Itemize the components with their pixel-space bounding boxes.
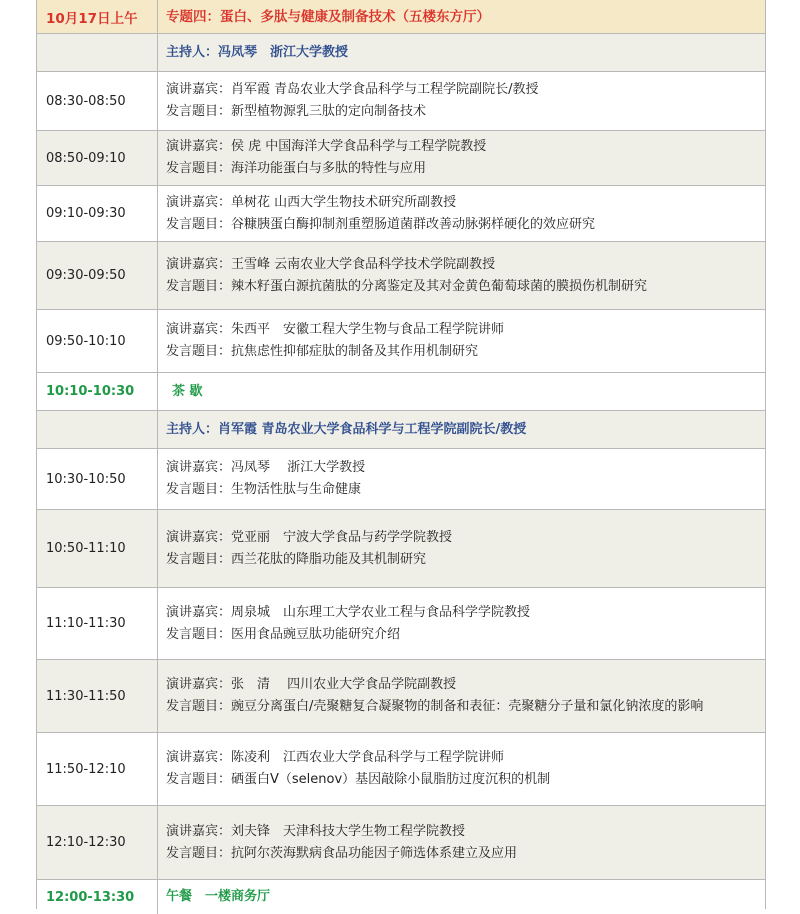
host-label: 主持人：冯凤琴 浙江大学教授 bbox=[166, 44, 349, 60]
topic-line: 发言题目：生物活性肽与生命健康 bbox=[166, 482, 362, 497]
session-time: 11:50-12:10 bbox=[37, 733, 158, 805]
speaker-line: 演讲嘉宾：周泉城 山东理工大学农业工程与食品科学学院教授 bbox=[166, 604, 531, 620]
speaker-line: 演讲嘉宾：冯凤琴 浙江大学教授 bbox=[166, 460, 366, 475]
session-row bbox=[37, 310, 765, 373]
host-row bbox=[37, 34, 765, 72]
topic-line: 发言题目：新型植物源乳三肽的定向制备技术 bbox=[166, 104, 427, 119]
break-label: 茶 歇 bbox=[172, 383, 203, 399]
session-row bbox=[37, 186, 765, 242]
session-row bbox=[37, 72, 765, 131]
topic-title: 专题四：蛋白、多肽与健康及制备技术（五楼东方厅） bbox=[166, 8, 490, 25]
speaker-line: 演讲嘉宾：肖军霞 青岛农业大学食品科学与工程学院副院长/教授 bbox=[166, 82, 539, 97]
host-label: 主持人：肖军霞 青岛农业大学食品科学与工程学院副院长/教授 bbox=[166, 421, 527, 437]
speaker-line: 演讲嘉宾：朱西平 安徽工程大学生物与食品工程学院讲师 bbox=[166, 322, 505, 337]
speaker-line: 演讲嘉宾：党亚丽 宁波大学食品与药学学院教授 bbox=[166, 529, 453, 545]
session-time: 09:10-09:30 bbox=[37, 186, 158, 241]
topic-line: 发言题目：医用食品豌豆肽功能研究介绍 bbox=[166, 626, 401, 642]
session-time: 09:30-09:50 bbox=[37, 242, 158, 309]
topic-line: 发言题目：抗阿尔茨海默病食品功能因子筛选体系建立及应用 bbox=[166, 845, 518, 861]
session-time: 11:10-11:30 bbox=[37, 588, 158, 659]
session-row bbox=[37, 131, 765, 186]
session-time: 11:30-11:50 bbox=[37, 660, 158, 732]
topic-line: 发言题目：硒蛋白V（selenov）基因敲除小鼠脂肪过度沉积的机制 bbox=[166, 772, 551, 787]
speaker-line: 演讲嘉宾：张 清 四川农业大学食品学院副教授 bbox=[166, 677, 457, 692]
session-row bbox=[37, 588, 765, 660]
lunch-label: 午餐 一楼商务厅 bbox=[166, 889, 271, 904]
break-row bbox=[37, 373, 765, 411]
speaker-line: 演讲嘉宾：侯 虎 中国海洋大学食品科学与工程学院教授 bbox=[166, 139, 487, 154]
session-time: 08:30-08:50 bbox=[37, 72, 158, 130]
session-time: 10:50-11:10 bbox=[37, 510, 158, 587]
empty-time-cell bbox=[37, 34, 158, 71]
session-time: 10:30-10:50 bbox=[37, 449, 158, 509]
session-time: 12:10-12:30 bbox=[37, 806, 158, 879]
speaker-line: 演讲嘉宾：刘夫锋 天津科技大学生物工程学院教授 bbox=[166, 823, 466, 839]
topic-line: 发言题目：辣木籽蛋白源抗菌肽的分离鉴定及其对金黄色葡萄球菌的膜损伤机制研究 bbox=[166, 278, 648, 294]
session-row bbox=[37, 660, 765, 733]
speaker-line: 演讲嘉宾：单树花 山西大学生物技术研究所副教授 bbox=[166, 194, 457, 210]
lunch-time: 12:00-13:30 bbox=[37, 880, 158, 914]
topic-line: 发言题目：海洋功能蛋白与多肽的特性与应用 bbox=[166, 161, 427, 176]
session-row bbox=[37, 733, 765, 806]
speaker-line: 演讲嘉宾：王雪峰 云南农业大学食品科学技术学院副教授 bbox=[166, 256, 496, 272]
topic-line: 发言题目：豌豆分离蛋白/壳聚糖复合凝聚物的制备和表征：壳聚糖分子量和氯化钠浓度的影响 bbox=[166, 699, 704, 714]
table-header-row bbox=[37, 0, 765, 34]
empty-time-cell bbox=[37, 411, 158, 448]
session-row bbox=[37, 242, 765, 310]
agenda-table bbox=[36, 0, 766, 909]
speaker-line: 演讲嘉宾：陈凌利 江西农业大学食品科学与工程学院讲师 bbox=[166, 750, 505, 765]
session-row bbox=[37, 510, 765, 588]
session-time: 09:50-10:10 bbox=[37, 310, 158, 372]
session-row bbox=[37, 806, 765, 880]
break-time: 10:10-10:30 bbox=[37, 373, 158, 410]
session-time: 08:50-09:10 bbox=[37, 131, 158, 185]
session-row bbox=[37, 449, 765, 510]
topic-line: 发言题目：谷糠胰蛋白酶抑制剂重塑肠道菌群改善动脉粥样硬化的效应研究 bbox=[166, 216, 596, 232]
topic-line: 发言题目：西兰花肽的降脂功能及其机制研究 bbox=[166, 551, 427, 567]
host-row bbox=[37, 411, 765, 449]
topic-line: 发言题目：抗焦虑性抑郁症肽的制备及其作用机制研究 bbox=[166, 344, 479, 359]
date-cell: 10月17日上午 bbox=[37, 0, 158, 33]
